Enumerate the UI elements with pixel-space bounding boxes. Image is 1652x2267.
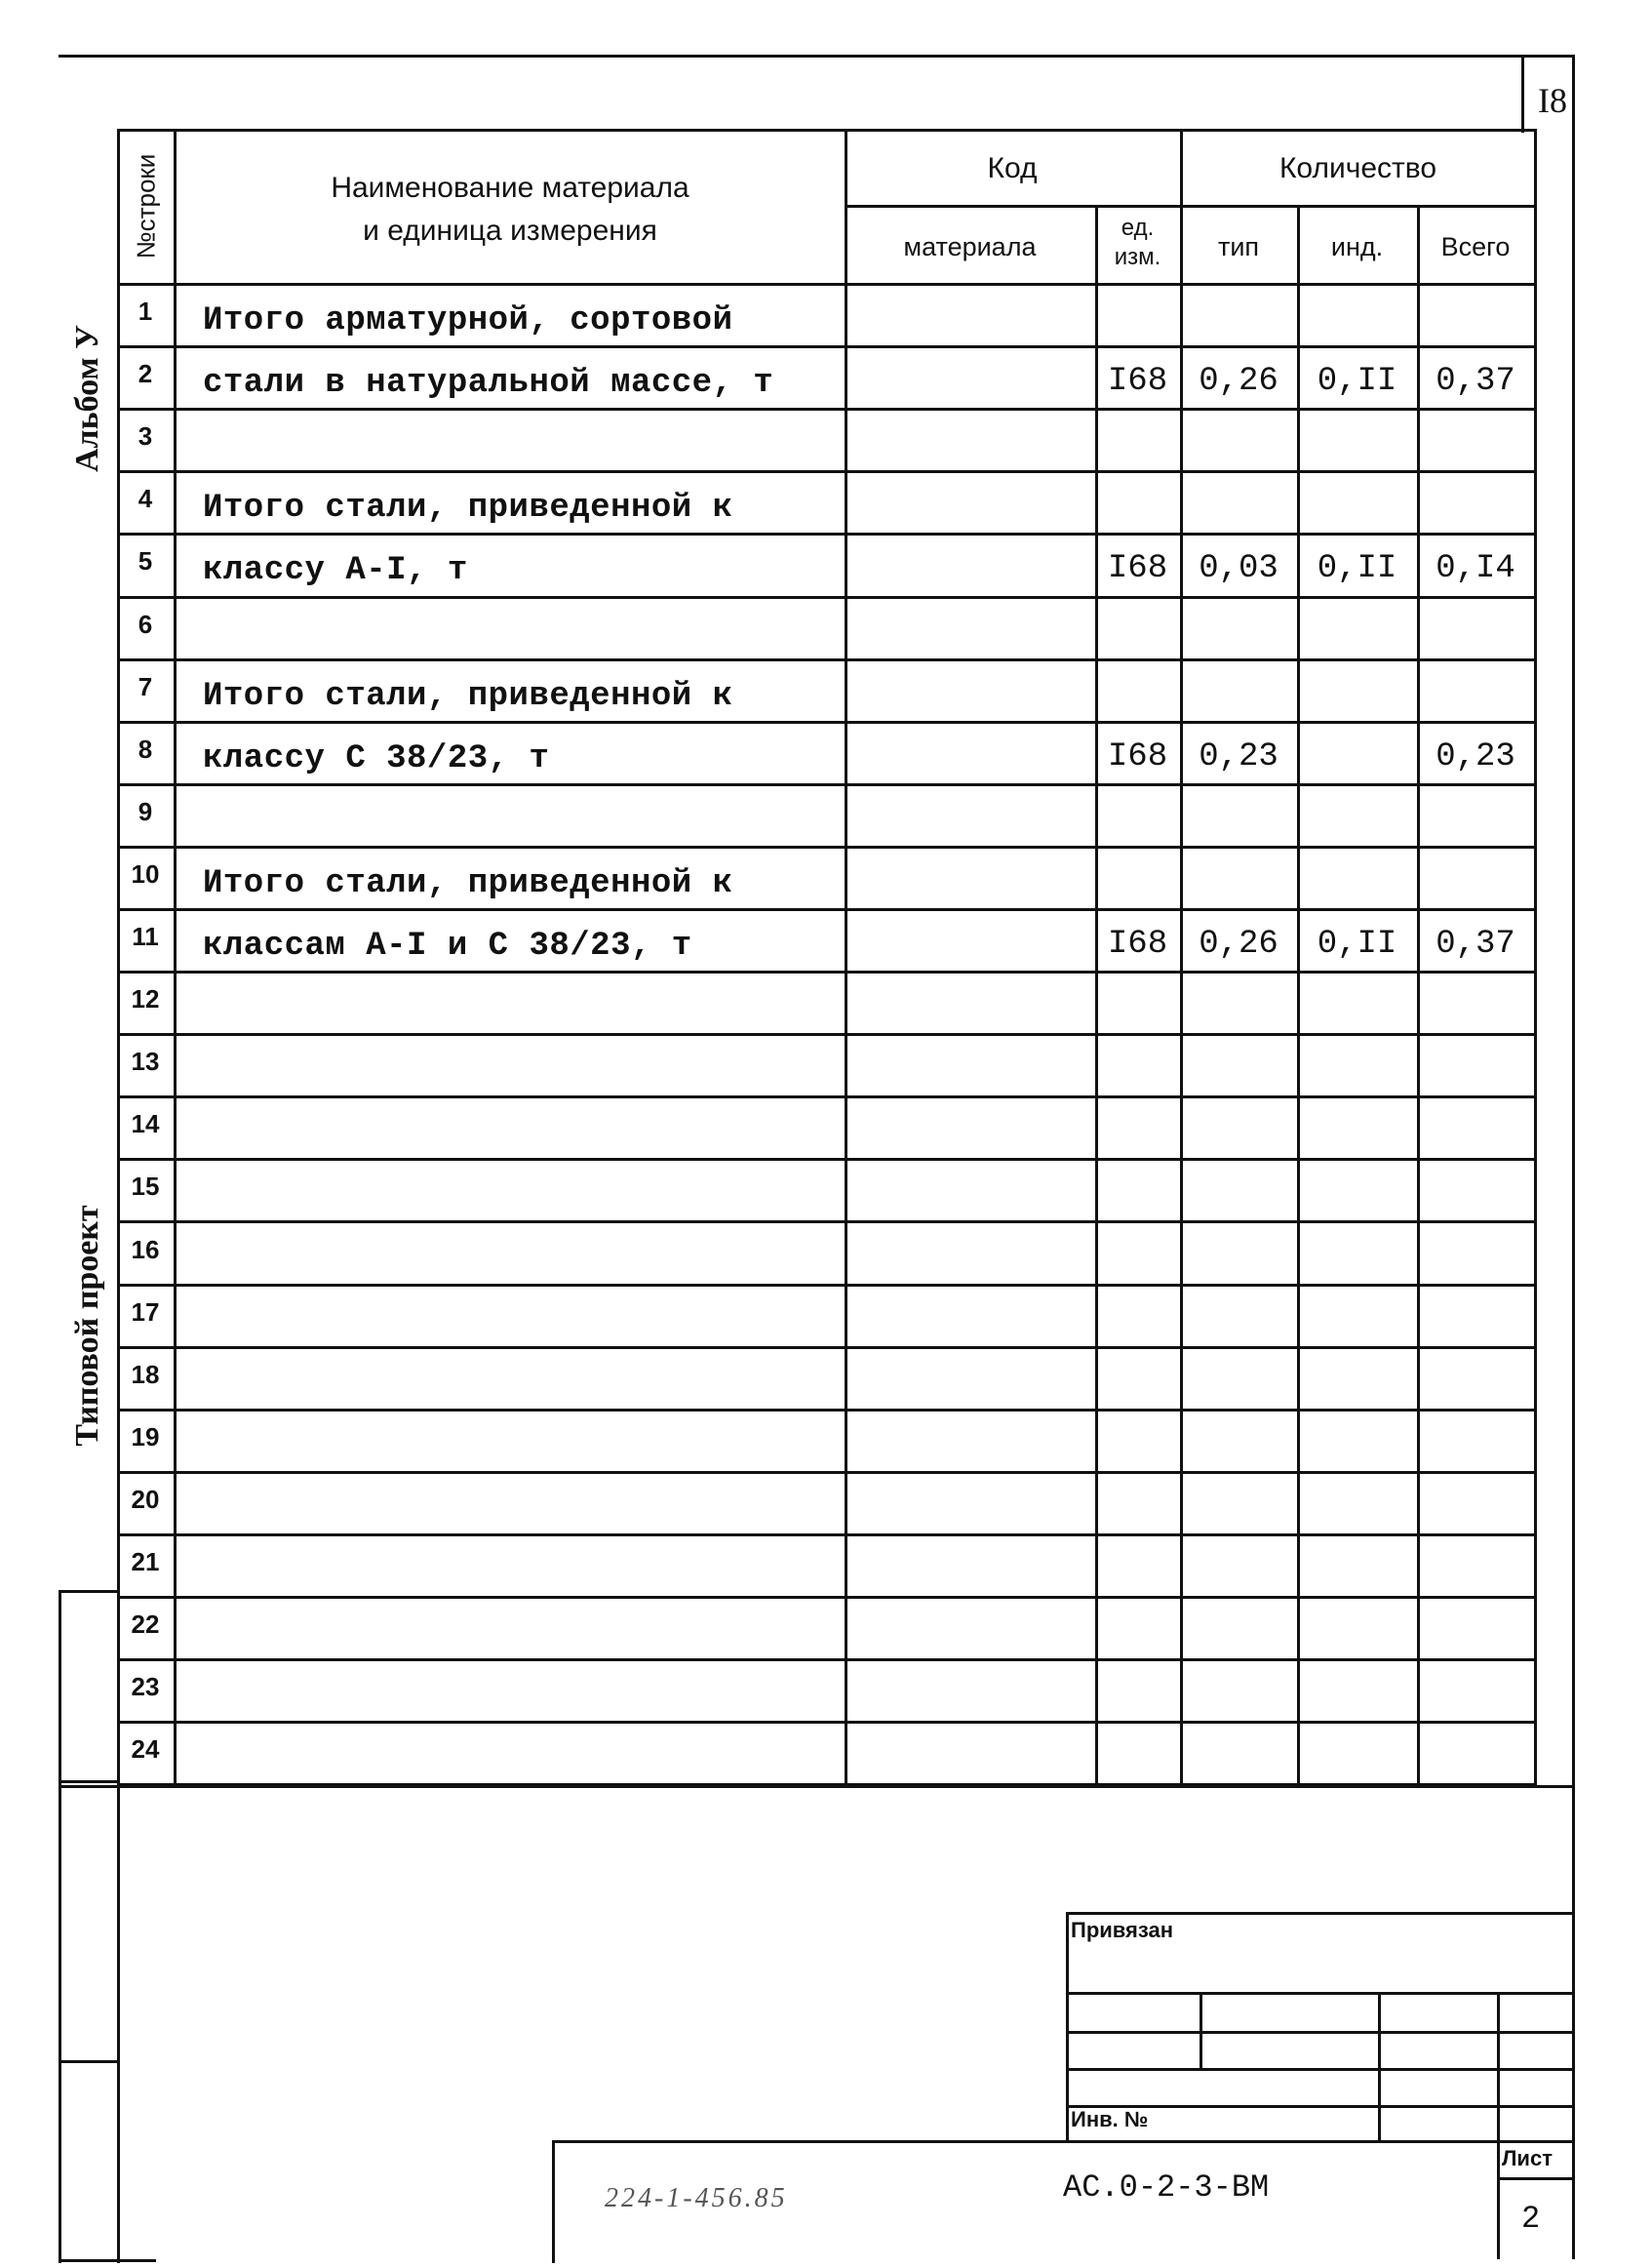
row-name: Итого арматурной, сортовой [203, 302, 733, 339]
doc-bar-top [552, 2140, 1575, 2143]
right-border [1572, 55, 1575, 2259]
row-name: Итого стали, приведенной к [203, 865, 733, 902]
left-stamp-line-d [59, 2259, 156, 2262]
row-separator [117, 1596, 1537, 1599]
header-material: материала [903, 232, 1037, 261]
row-separator [117, 971, 1537, 974]
table-col-line-5 [1297, 207, 1300, 1787]
side-label-album: Альбом У [69, 324, 105, 472]
row-unit: I68 [1107, 363, 1168, 400]
row-total: 0,I4 [1436, 550, 1515, 587]
sheet-label: Лист [1502, 2146, 1553, 2170]
table-col-line-7 [1534, 129, 1537, 1787]
row-unit: I68 [1107, 550, 1168, 587]
sheet-number: I8 [1538, 81, 1567, 120]
row-number: 21 [131, 1547, 160, 1576]
row-separator [117, 1284, 1537, 1287]
row-number: 15 [131, 1172, 160, 1201]
stamp-col-b [1378, 1992, 1381, 2142]
header-name-line2: и единица измерения [363, 215, 657, 247]
row-number: 2 [138, 359, 153, 388]
left-stamp-line-c [59, 2060, 119, 2063]
side-label-project: Типовой проект [69, 1205, 105, 1447]
stamp-attached: Привязан [1071, 1918, 1174, 1942]
row-number: 19 [131, 1422, 160, 1452]
row-separator [117, 721, 1537, 724]
row-separator [117, 408, 1537, 411]
row-name: классу А-I, т [203, 552, 468, 589]
row-total: 0,37 [1436, 363, 1515, 400]
row-separator [117, 1346, 1537, 1349]
table-header-bottom [117, 283, 1537, 286]
row-separator [117, 1721, 1537, 1724]
row-number: 10 [131, 859, 160, 889]
row-number: 11 [132, 922, 159, 951]
row-number: 18 [131, 1360, 160, 1389]
row-number: 16 [131, 1235, 160, 1264]
row-number: 8 [138, 735, 153, 764]
sheet-box-divider [1497, 2177, 1575, 2180]
doc-bar-left [552, 2140, 555, 2263]
row-number: 3 [138, 421, 153, 451]
row-number: 17 [131, 1297, 160, 1327]
row-separator [117, 1033, 1537, 1036]
table-header-mid [845, 205, 1537, 208]
row-separator [117, 1158, 1537, 1161]
row-number: 9 [138, 797, 153, 826]
row-number: 4 [138, 484, 153, 513]
table-col-line-1 [174, 129, 177, 1787]
sheet-value: 2 [1521, 2201, 1541, 2237]
row-separator [117, 846, 1537, 849]
row-separator [117, 1409, 1537, 1412]
row-separator [117, 1220, 1537, 1223]
row-total: 0,23 [1436, 738, 1515, 776]
row-number: 7 [138, 672, 153, 701]
row-number: 24 [131, 1734, 160, 1764]
left-stamp-line-b [59, 1780, 119, 1783]
row-individual: 0,II [1317, 363, 1397, 400]
row-name: Итого стали, приведенной к [203, 678, 733, 715]
handwritten-ref: 224-1-456.85 [605, 2183, 788, 2213]
header-unit-line2: изм. [1114, 244, 1161, 270]
row-number: 5 [138, 546, 153, 576]
stamp-inventory: Инв. № [1071, 2107, 1149, 2131]
row-separator [117, 1658, 1537, 1661]
row-number: 1 [138, 297, 153, 326]
row-separator [117, 533, 1537, 536]
row-number: 22 [131, 1610, 160, 1639]
top-border [59, 55, 1575, 58]
header-quantity: Количество [1278, 152, 1437, 184]
row-number: 12 [131, 984, 160, 1014]
header-total: Всего [1440, 232, 1511, 261]
row-type: 0,03 [1199, 550, 1278, 587]
row-separator [117, 658, 1537, 661]
row-number: 14 [131, 1109, 160, 1138]
row-type: 0,23 [1199, 738, 1278, 776]
header-row-number: №строки [131, 153, 161, 259]
stamp-col-c [1497, 1992, 1500, 2259]
row-separator [117, 470, 1537, 473]
sheet-number-box-left [1521, 55, 1524, 133]
row-name: Итого стали, приведенной к [203, 490, 733, 527]
table-bottom [59, 1785, 1575, 1788]
row-number: 20 [131, 1485, 160, 1514]
row-unit: I68 [1107, 926, 1168, 963]
header-name-line1: Наименование материала [331, 172, 689, 204]
row-separator [117, 1471, 1537, 1474]
row-name: классу С 38/23, т [203, 740, 550, 777]
row-separator [117, 596, 1537, 599]
left-stamp-line-a [59, 1590, 119, 1593]
row-individual: 0,II [1317, 926, 1397, 963]
row-separator [117, 908, 1537, 911]
row-type: 0,26 [1199, 363, 1278, 400]
stamp-top [1066, 1912, 1575, 1915]
row-unit: I68 [1107, 738, 1168, 776]
table-col-line-3 [1095, 207, 1098, 1787]
row-separator [117, 345, 1537, 348]
table-col-line-6 [1417, 207, 1420, 1787]
header-code: Код [987, 152, 1038, 184]
row-number: 13 [131, 1047, 160, 1076]
row-individual: 0,II [1317, 550, 1397, 587]
document-code: АС.0-2-3-ВМ [1063, 2169, 1270, 2206]
row-name: стали в натуральной массе, т [203, 365, 774, 402]
table-col-line-2 [845, 129, 847, 1787]
header-individual: инд. [1330, 232, 1384, 261]
left-stamp-col-outer [59, 1590, 61, 2263]
row-separator [117, 1095, 1537, 1098]
row-name: классам А-I и С 38/23, т [203, 928, 692, 965]
table-header-top [117, 129, 1537, 132]
row-number: 23 [131, 1672, 160, 1701]
row-separator [117, 1533, 1537, 1536]
row-total: 0,37 [1436, 926, 1515, 963]
header-unit-line1: ед. [1121, 215, 1155, 241]
stamp-col-a [1200, 1992, 1202, 2070]
row-separator [117, 783, 1537, 786]
row-number: 6 [138, 610, 153, 639]
row-type: 0,26 [1199, 926, 1278, 963]
header-type: тип [1217, 232, 1260, 261]
